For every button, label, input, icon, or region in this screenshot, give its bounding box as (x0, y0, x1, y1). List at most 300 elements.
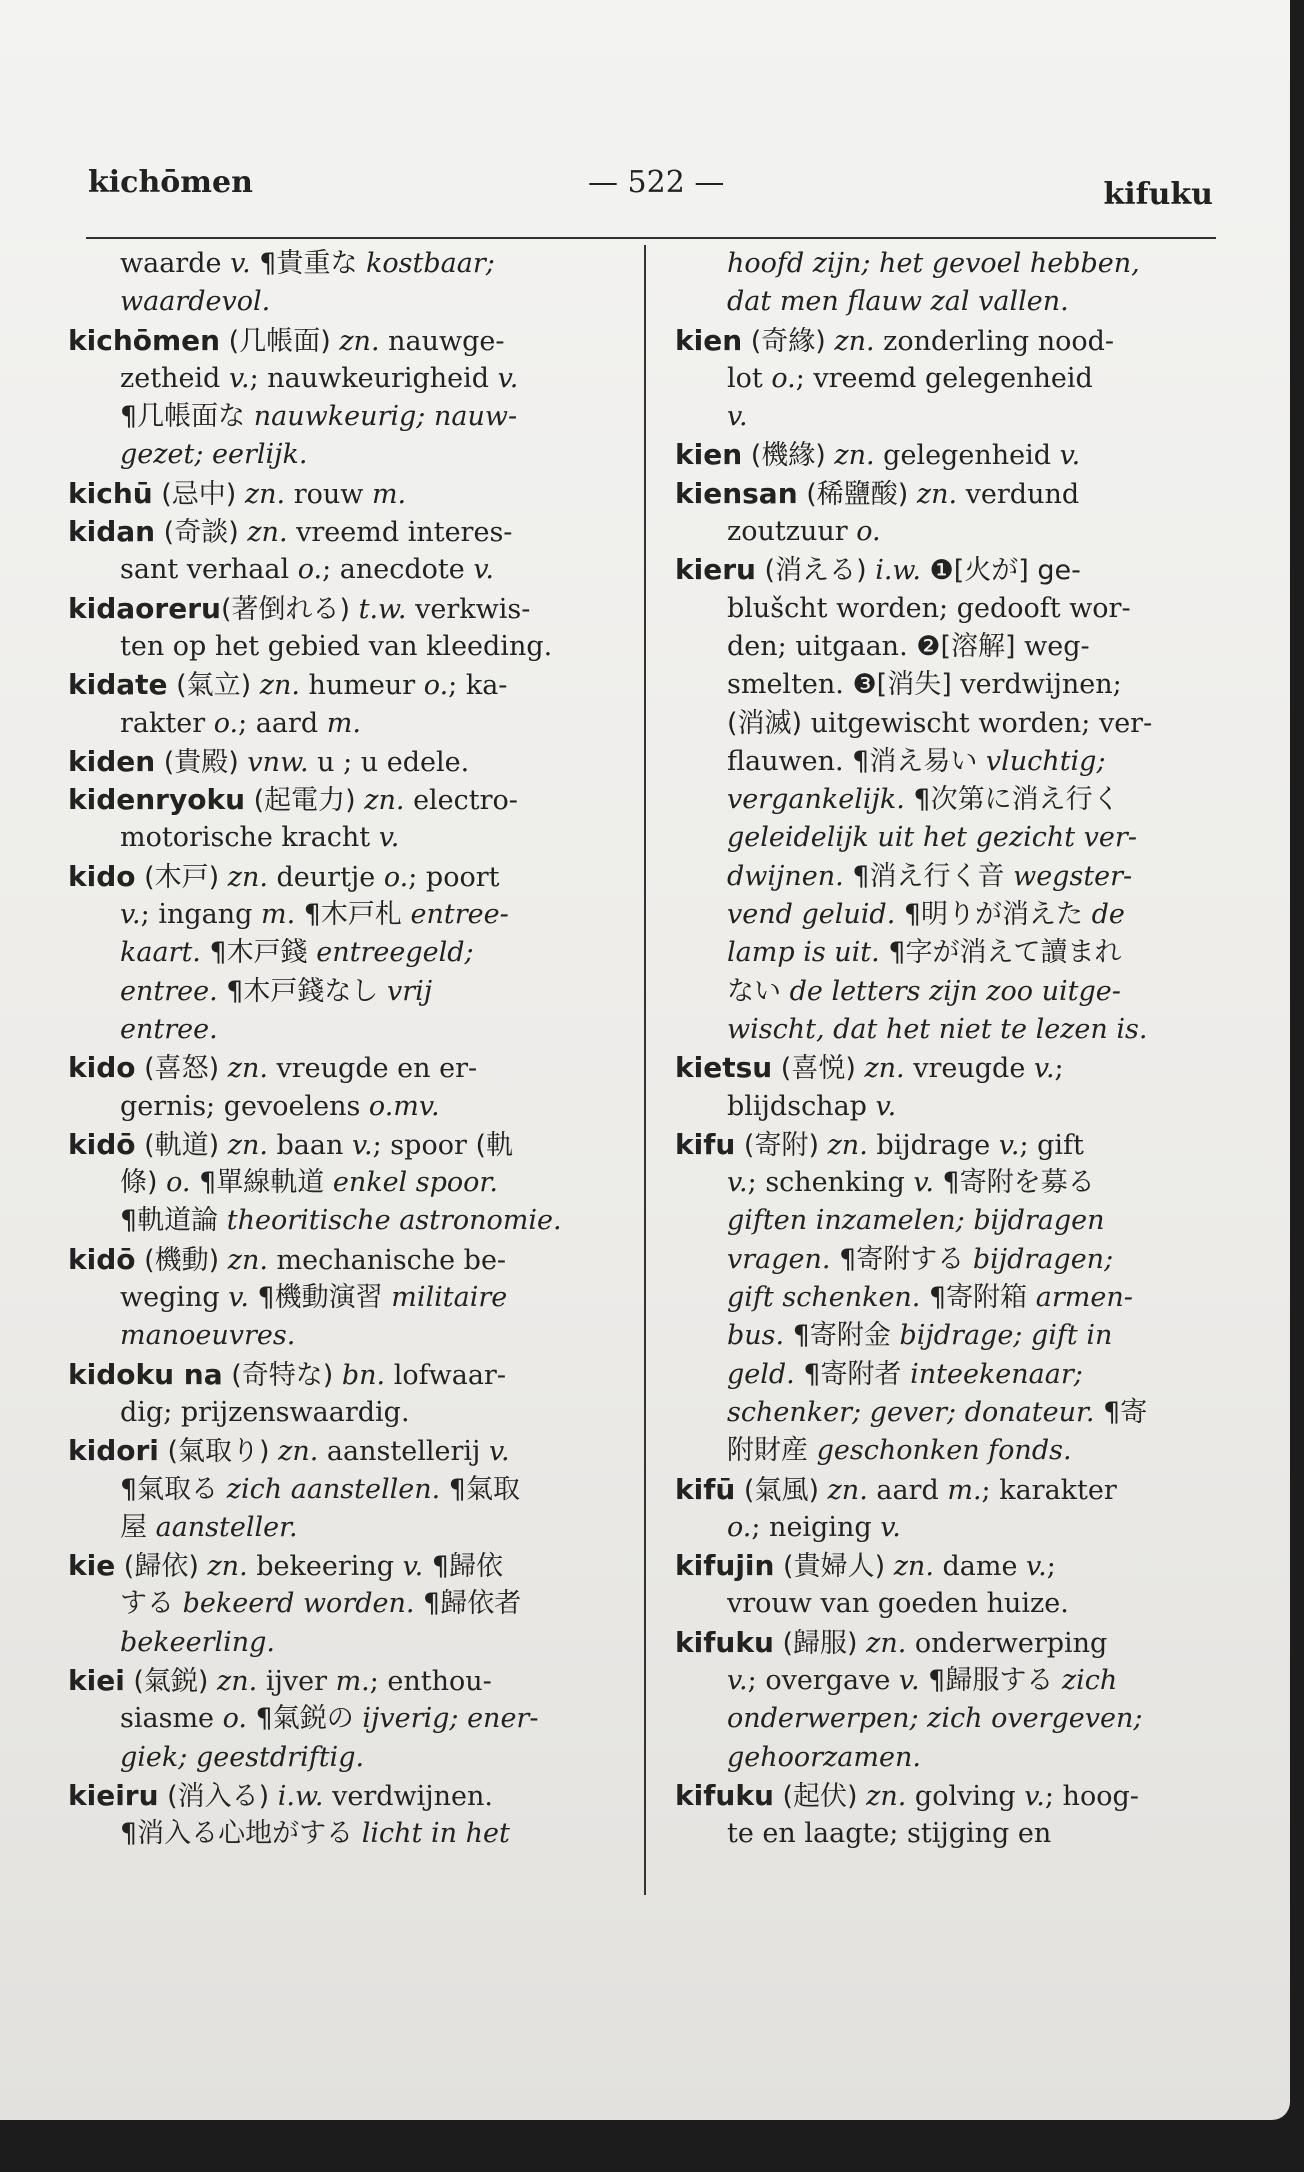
column-divider (644, 245, 646, 1895)
entry-text: v. (402, 1551, 424, 1583)
entry-text: golving (906, 1780, 1025, 1812)
entry-text: v. (1059, 440, 1081, 472)
entry-line (68, 1049, 626, 1087)
entry-text: kaart. (120, 937, 201, 969)
entry-line (68, 1356, 626, 1394)
entry-text: m. (326, 707, 361, 739)
japanese-text: (消える) (755, 555, 876, 587)
headword: kiden (68, 744, 156, 778)
headword: kido (68, 859, 136, 893)
japanese-text: ¶木戸錢 (200, 937, 317, 969)
entry-line (68, 1662, 626, 1700)
entry-text: aanstellerij (318, 1436, 489, 1468)
entry-text: v. (488, 1436, 510, 1468)
entry-line (68, 513, 626, 551)
entry-text: humeur (299, 670, 424, 702)
japanese-text: ¶寄 (1094, 1396, 1148, 1428)
entry-text: licht in het (361, 1818, 510, 1850)
japanese-text: ¶几帳面な (120, 401, 254, 433)
entry-line (675, 1394, 1220, 1432)
entry-text: sant verhaal (120, 554, 298, 586)
entry-text: vreemd interes- (287, 517, 513, 549)
entry-text: lamp is uit. (727, 937, 880, 969)
entry-text: zn. (207, 1551, 248, 1583)
entry-line (675, 245, 1220, 283)
entry-text: ; overgave (747, 1664, 899, 1696)
entry-text: ; vreemd gelegenheid (795, 362, 1093, 394)
entry-text: zn. (244, 478, 286, 510)
entry-text: m. (947, 1474, 982, 1506)
entry-text: schenker; gever; donateur. (727, 1396, 1095, 1428)
japanese-text: 屋 (120, 1511, 156, 1543)
entry-text: v. (120, 899, 141, 931)
entry-line (68, 360, 626, 398)
entry-line (68, 666, 626, 704)
entry-text: blušcht worden; gedooft wor- (727, 592, 1131, 624)
entry-text: waarde (120, 248, 231, 279)
entry-text: geld. (727, 1358, 795, 1390)
headword: kie (68, 1549, 116, 1583)
entry-line (68, 551, 626, 589)
entry-text: dig; prijzenswaardig. (120, 1396, 410, 1428)
entry-line (68, 590, 626, 628)
headword: kidate (68, 668, 168, 702)
entry-text: ; enthou- (369, 1665, 492, 1697)
entry-line (68, 1279, 626, 1317)
entry-line (675, 819, 1220, 857)
japanese-text: (機動) (135, 1244, 228, 1276)
headword: kien (675, 323, 743, 357)
entry-text: v. (727, 1664, 748, 1696)
entry-line (68, 743, 626, 781)
japanese-text: (奇特な) (222, 1359, 342, 1391)
entry-line (675, 590, 1220, 628)
japanese-text: ¶寄附を募る (933, 1167, 1095, 1199)
entry-text: theoritische astronomie. (226, 1205, 562, 1237)
entry-text: vreugde (904, 1053, 1034, 1085)
japanese-text: ¶寄附する (830, 1243, 973, 1275)
headword: kifujin (675, 1549, 775, 1583)
japanese-text: 附財産 (727, 1435, 817, 1467)
entry-line (675, 398, 1220, 436)
entry-line (675, 436, 1220, 474)
entry-text: vrouw van goeden huize. (727, 1588, 1069, 1620)
entry-text: siasme (120, 1703, 223, 1735)
entry-text: bijdragen; (972, 1243, 1114, 1275)
japanese-text: (著倒れる) (220, 593, 359, 625)
headword: kifu (675, 1127, 736, 1161)
entry-line (675, 1432, 1220, 1470)
entry-text: vreugde en er- (267, 1053, 478, 1085)
entry-line (675, 360, 1220, 398)
entry-text: zn. (259, 670, 300, 702)
left-column (68, 245, 626, 1853)
entry-text: te en laagte; stijging en (727, 1818, 1052, 1850)
entry-text: m. (260, 899, 296, 931)
headword: kiensan (675, 476, 798, 510)
entry-text: zich (1061, 1664, 1118, 1696)
left-running-headword: kichōmen (88, 165, 253, 200)
entry-text: v. (1024, 1780, 1045, 1812)
entry-text: ; neiging (751, 1511, 881, 1543)
entry-text: electro- (404, 785, 518, 817)
entry-text: ; schenking (747, 1167, 914, 1199)
right-column (675, 245, 1220, 1853)
entry-text: dat men flauw zal vallen. (727, 286, 1069, 318)
entry-line (68, 896, 626, 934)
entry-line (675, 1739, 1220, 1777)
entry-line (675, 1700, 1220, 1738)
entry-line (68, 781, 626, 819)
japanese-text: (木戸) (135, 861, 228, 893)
entry-line (675, 896, 1220, 934)
entry-line (675, 973, 1220, 1011)
headword: kieru (675, 553, 756, 587)
entry-text: blijdschap (727, 1090, 876, 1122)
entry-line (68, 322, 626, 360)
japanese-text: (氣鋭) (124, 1665, 218, 1697)
japanese-text: (喜悦) (772, 1053, 865, 1085)
entry-line (68, 1202, 626, 1240)
japanese-text: ¶明りが消えた (895, 899, 1092, 931)
japanese-text: (几帳面) (220, 325, 340, 357)
page-number: — 522 — (588, 165, 725, 200)
japanese-text: (貴殿) (155, 746, 248, 778)
entry-text: militaire (391, 1282, 508, 1314)
entry-line (675, 1317, 1220, 1355)
japanese-text: ❸[消失] (852, 669, 961, 701)
entry-line (68, 283, 626, 321)
entry-text: entree. (120, 1013, 218, 1045)
entry-line (675, 551, 1220, 589)
entry-line (675, 1011, 1220, 1049)
entry-text: aard (867, 1474, 948, 1506)
entry-text: de letters zijn zoo uitge- (789, 975, 1121, 1007)
entry-line (675, 743, 1220, 781)
entry-line (675, 1547, 1220, 1585)
entry-text: manoeuvres. (120, 1320, 296, 1352)
entry-text: zn. (339, 325, 380, 357)
headword: kido (68, 1051, 136, 1085)
entry-text: zn. (864, 1053, 905, 1085)
entry-text: geleidelijk uit het gezicht ver- (727, 822, 1137, 854)
entry-text: lofwaar- (385, 1359, 506, 1391)
entry-line (675, 1662, 1220, 1700)
entry-text: ; hoog- (1044, 1780, 1139, 1812)
entry-text: zn. (227, 1244, 268, 1276)
entry-text: o. (222, 1703, 247, 1735)
entry-line (675, 705, 1220, 743)
entry-text: zn. (893, 1551, 934, 1583)
entry-text: gernis; gevoelens (120, 1090, 369, 1122)
headword: kietsu (675, 1051, 773, 1085)
entry-text: weging (120, 1282, 229, 1314)
entry-text: o. (856, 516, 881, 548)
entry-line (68, 1241, 626, 1279)
entry-line (68, 1700, 626, 1738)
entry-text: vend geluid. (727, 899, 896, 931)
entry-text: o. (423, 670, 449, 702)
headword: kidenryoku (68, 783, 246, 817)
entry-text: dwijnen. (727, 860, 844, 892)
entry-line (68, 398, 626, 436)
japanese-text: する (120, 1588, 183, 1620)
entry-line (68, 628, 626, 666)
entry-text: m. (371, 478, 407, 510)
japanese-text: (歸服) (773, 1627, 867, 1659)
japanese-text: (忌中) (152, 478, 245, 510)
japanese-text: ¶寄附金 (784, 1320, 900, 1352)
japanese-text: ¶氣取る (120, 1473, 227, 1505)
entry-text: onderwerpen; zich overgeven; (727, 1703, 1143, 1735)
entry-text: i.w. (277, 1780, 324, 1812)
entry-text: vragen. (727, 1243, 831, 1275)
entry-text: gezet; eerlijk. (120, 439, 308, 471)
entry-text: vergankelijk. (727, 784, 905, 816)
entry-text: ten op het gebied van kleeding. (120, 630, 553, 662)
entry-text: verkwis- (406, 593, 531, 625)
japanese-text: 條) (120, 1167, 167, 1199)
entry-text: v. (497, 362, 519, 394)
japanese-text: ない (727, 975, 790, 1007)
entry-text: bus. (727, 1320, 785, 1352)
right-running-headword: kifuku (1103, 177, 1213, 212)
headword: kidō (68, 1242, 136, 1276)
headword: kidan (68, 515, 156, 549)
japanese-text: ¶歸依者 (414, 1588, 522, 1620)
entry-text: v. (473, 554, 494, 586)
entry-text: ; gift (1019, 1129, 1084, 1161)
entry-text: hoofd zijn; het gevoel hebben, (727, 248, 1140, 279)
entry-line (68, 819, 626, 857)
entry-text: dame (933, 1551, 1027, 1583)
entry-text: bekeering (247, 1551, 403, 1583)
japanese-text: ¶消え易い (852, 745, 986, 777)
entry-line (675, 1509, 1220, 1547)
japanese-text: (寄附) (735, 1129, 828, 1161)
headword: kidaoreru (68, 591, 221, 625)
entry-text: bn. (341, 1359, 386, 1391)
entry-line (68, 858, 626, 896)
entry-text: vrij (387, 975, 433, 1007)
entry-line (675, 1815, 1220, 1853)
entry-line (68, 1471, 626, 1509)
japanese-text: (消滅) (727, 707, 811, 739)
headword: kien (675, 438, 743, 472)
entry-text: entreegeld; (316, 937, 474, 969)
entry-text: gift schenken. (727, 1282, 921, 1314)
entry-text: baan (267, 1129, 352, 1161)
japanese-text: ❶[火が] ge- (920, 555, 1081, 587)
entry-line (68, 1777, 626, 1815)
entry-line (675, 475, 1220, 513)
entry-text: zn. (827, 1474, 868, 1506)
japanese-text: ¶字が消えて讀まれ (879, 937, 1122, 969)
japanese-text: (貴婦人) (774, 1551, 894, 1583)
entry-text: ; (1046, 1551, 1056, 1583)
headword: kieiru (68, 1778, 159, 1812)
entry-text: vnw. (247, 746, 309, 778)
entry-text: weg- (1024, 630, 1090, 662)
headword: kidō (68, 1127, 136, 1161)
entry-line (68, 1585, 626, 1623)
entry-line (68, 1624, 626, 1662)
entry-text: lot (727, 362, 772, 394)
entry-line (68, 436, 626, 474)
entry-text: ; spoor (372, 1129, 476, 1161)
entry-text: smelten. (727, 669, 853, 701)
japanese-text: ¶木戸札 (295, 899, 411, 931)
entry-text: o. (297, 554, 323, 586)
japanese-text: (機緣) (742, 440, 835, 472)
entry-text: ; ka- (448, 670, 508, 702)
entry-text: o. (727, 1511, 752, 1543)
entry-text: entree. (120, 975, 218, 1007)
entry-text: ; nauwkeurigheid (249, 362, 498, 394)
japanese-text: (消入る) (158, 1780, 278, 1812)
headword: kifuku (675, 1625, 774, 1659)
entry-text: v. (230, 248, 251, 279)
entry-text: zn. (834, 440, 875, 472)
entry-line (675, 934, 1220, 972)
entry-text: zn. (227, 1129, 268, 1161)
headword: kifuku (675, 1778, 774, 1812)
entry-line (675, 1088, 1220, 1126)
entry-line (675, 781, 1220, 819)
entry-line (68, 1088, 626, 1126)
entry-text: v. (378, 822, 400, 854)
entry-line (68, 1164, 626, 1202)
entry-text: rakter (120, 707, 214, 739)
japanese-text: ¶次第に消え行く (904, 784, 1120, 816)
entry-line (68, 1126, 626, 1164)
entry-line (68, 475, 626, 513)
entry-text: o. (383, 861, 409, 893)
entry-text: zn. (227, 861, 268, 893)
headword: kidori (68, 1434, 159, 1468)
entry-text: uitgewischt worden; ver- (810, 707, 1153, 739)
japanese-text: ¶氣取 (440, 1473, 520, 1505)
entry-text: bekeerd worden. (182, 1588, 415, 1620)
entry-text: geschonken fonds. (816, 1435, 1072, 1467)
entry-text: zoutzuur (727, 516, 857, 548)
entry-line (675, 1471, 1220, 1509)
entry-text: rouw (285, 478, 372, 510)
entry-text: ; (1054, 1053, 1064, 1085)
entry-text: o. (166, 1167, 191, 1199)
entry-line (68, 1815, 626, 1853)
entry-text: deurtje (267, 861, 384, 893)
entry-text: ; karakter (981, 1474, 1117, 1506)
japanese-text: ¶貴重な (250, 248, 367, 279)
entry-text: inteekenaar; (910, 1358, 1083, 1390)
entry-line (675, 628, 1220, 666)
japanese-text: (歸依) (115, 1551, 208, 1583)
entry-text: v. (913, 1167, 934, 1199)
entry-line (68, 1394, 626, 1432)
entry-text: ; anecdote (322, 554, 474, 586)
japanese-text: ¶消入る心地がする (120, 1818, 362, 1850)
entry-text: flauwen. (727, 745, 853, 777)
entry-line (675, 1356, 1220, 1394)
entry-text: zich aanstellen. (226, 1473, 441, 1505)
headword: kichū (68, 476, 153, 510)
headword: kidoku na (68, 1357, 223, 1391)
entry-text: kostbaar; (366, 248, 495, 279)
entry-text: verdwijnen; (960, 669, 1122, 701)
entry-line (675, 1126, 1220, 1164)
entry-line (68, 1011, 626, 1049)
entry-text: nauwge- (379, 325, 505, 357)
entry-line (675, 1585, 1220, 1623)
entry-text: zonderling nood- (874, 325, 1115, 357)
entry-line (675, 322, 1220, 360)
headword: kiei (68, 1663, 125, 1697)
entry-text: v. (727, 401, 748, 433)
entry-text: de (1091, 899, 1125, 931)
entry-text: ; poort (408, 861, 500, 893)
entry-text: entree- (410, 899, 509, 931)
japanese-text: (奇緣) (742, 325, 835, 357)
japanese-text: (奇談) (155, 517, 248, 549)
entry-line (675, 513, 1220, 551)
japanese-text: ¶歸依 (423, 1551, 504, 1583)
entry-text: ijverig; ener- (362, 1703, 539, 1735)
entry-text: zn. (866, 1780, 907, 1812)
entry-text: v. (875, 1090, 897, 1122)
entry-text: ijver (257, 1665, 336, 1697)
japanese-text: (起電力) (245, 785, 365, 817)
entry-line (675, 1777, 1220, 1815)
entry-text: v. (228, 362, 250, 394)
entry-text: ; ingang (140, 899, 261, 931)
japanese-text: ❷[溶解] (916, 630, 1025, 662)
entry-text: wegster- (1013, 860, 1133, 892)
entry-text: verdwijnen. (323, 1780, 493, 1812)
entry-line (68, 1547, 626, 1585)
entry-line (68, 1432, 626, 1470)
entry-text: zn. (227, 1053, 268, 1085)
entry-text: zn. (278, 1436, 319, 1468)
entry-text: armen- (1035, 1282, 1133, 1314)
entry-text: verdund (957, 478, 1080, 510)
page-header (88, 165, 1213, 212)
entry-line (675, 1241, 1220, 1279)
entry-text: v. (880, 1511, 901, 1543)
japanese-text: (軌道) (135, 1129, 228, 1161)
entry-text: v. (898, 1664, 920, 1696)
japanese-text: (氣風) (735, 1474, 828, 1506)
entry-text: waardevol. (120, 286, 271, 318)
entry-text: gelegenheid (874, 440, 1060, 472)
japanese-text: ¶氣鋭の (246, 1703, 363, 1735)
entry-text: giek; geestdriftig. (120, 1741, 365, 1773)
entry-line (675, 1279, 1220, 1317)
entry-line (675, 1202, 1220, 1240)
japanese-text: (起伏) (773, 1780, 867, 1812)
entry-line (68, 973, 626, 1011)
entry-text: v. (351, 1129, 373, 1161)
entry-text: zn. (364, 785, 405, 817)
entry-text: v. (998, 1129, 1020, 1161)
headword: kifū (675, 1472, 736, 1506)
entry-text: bijdrage; gift in (899, 1320, 1113, 1352)
entry-text: i.w. (875, 555, 921, 587)
entry-text: t.w. (358, 593, 407, 625)
japanese-text: (氣立) (167, 670, 260, 702)
entry-line (675, 1624, 1220, 1662)
entry-line (68, 934, 626, 972)
